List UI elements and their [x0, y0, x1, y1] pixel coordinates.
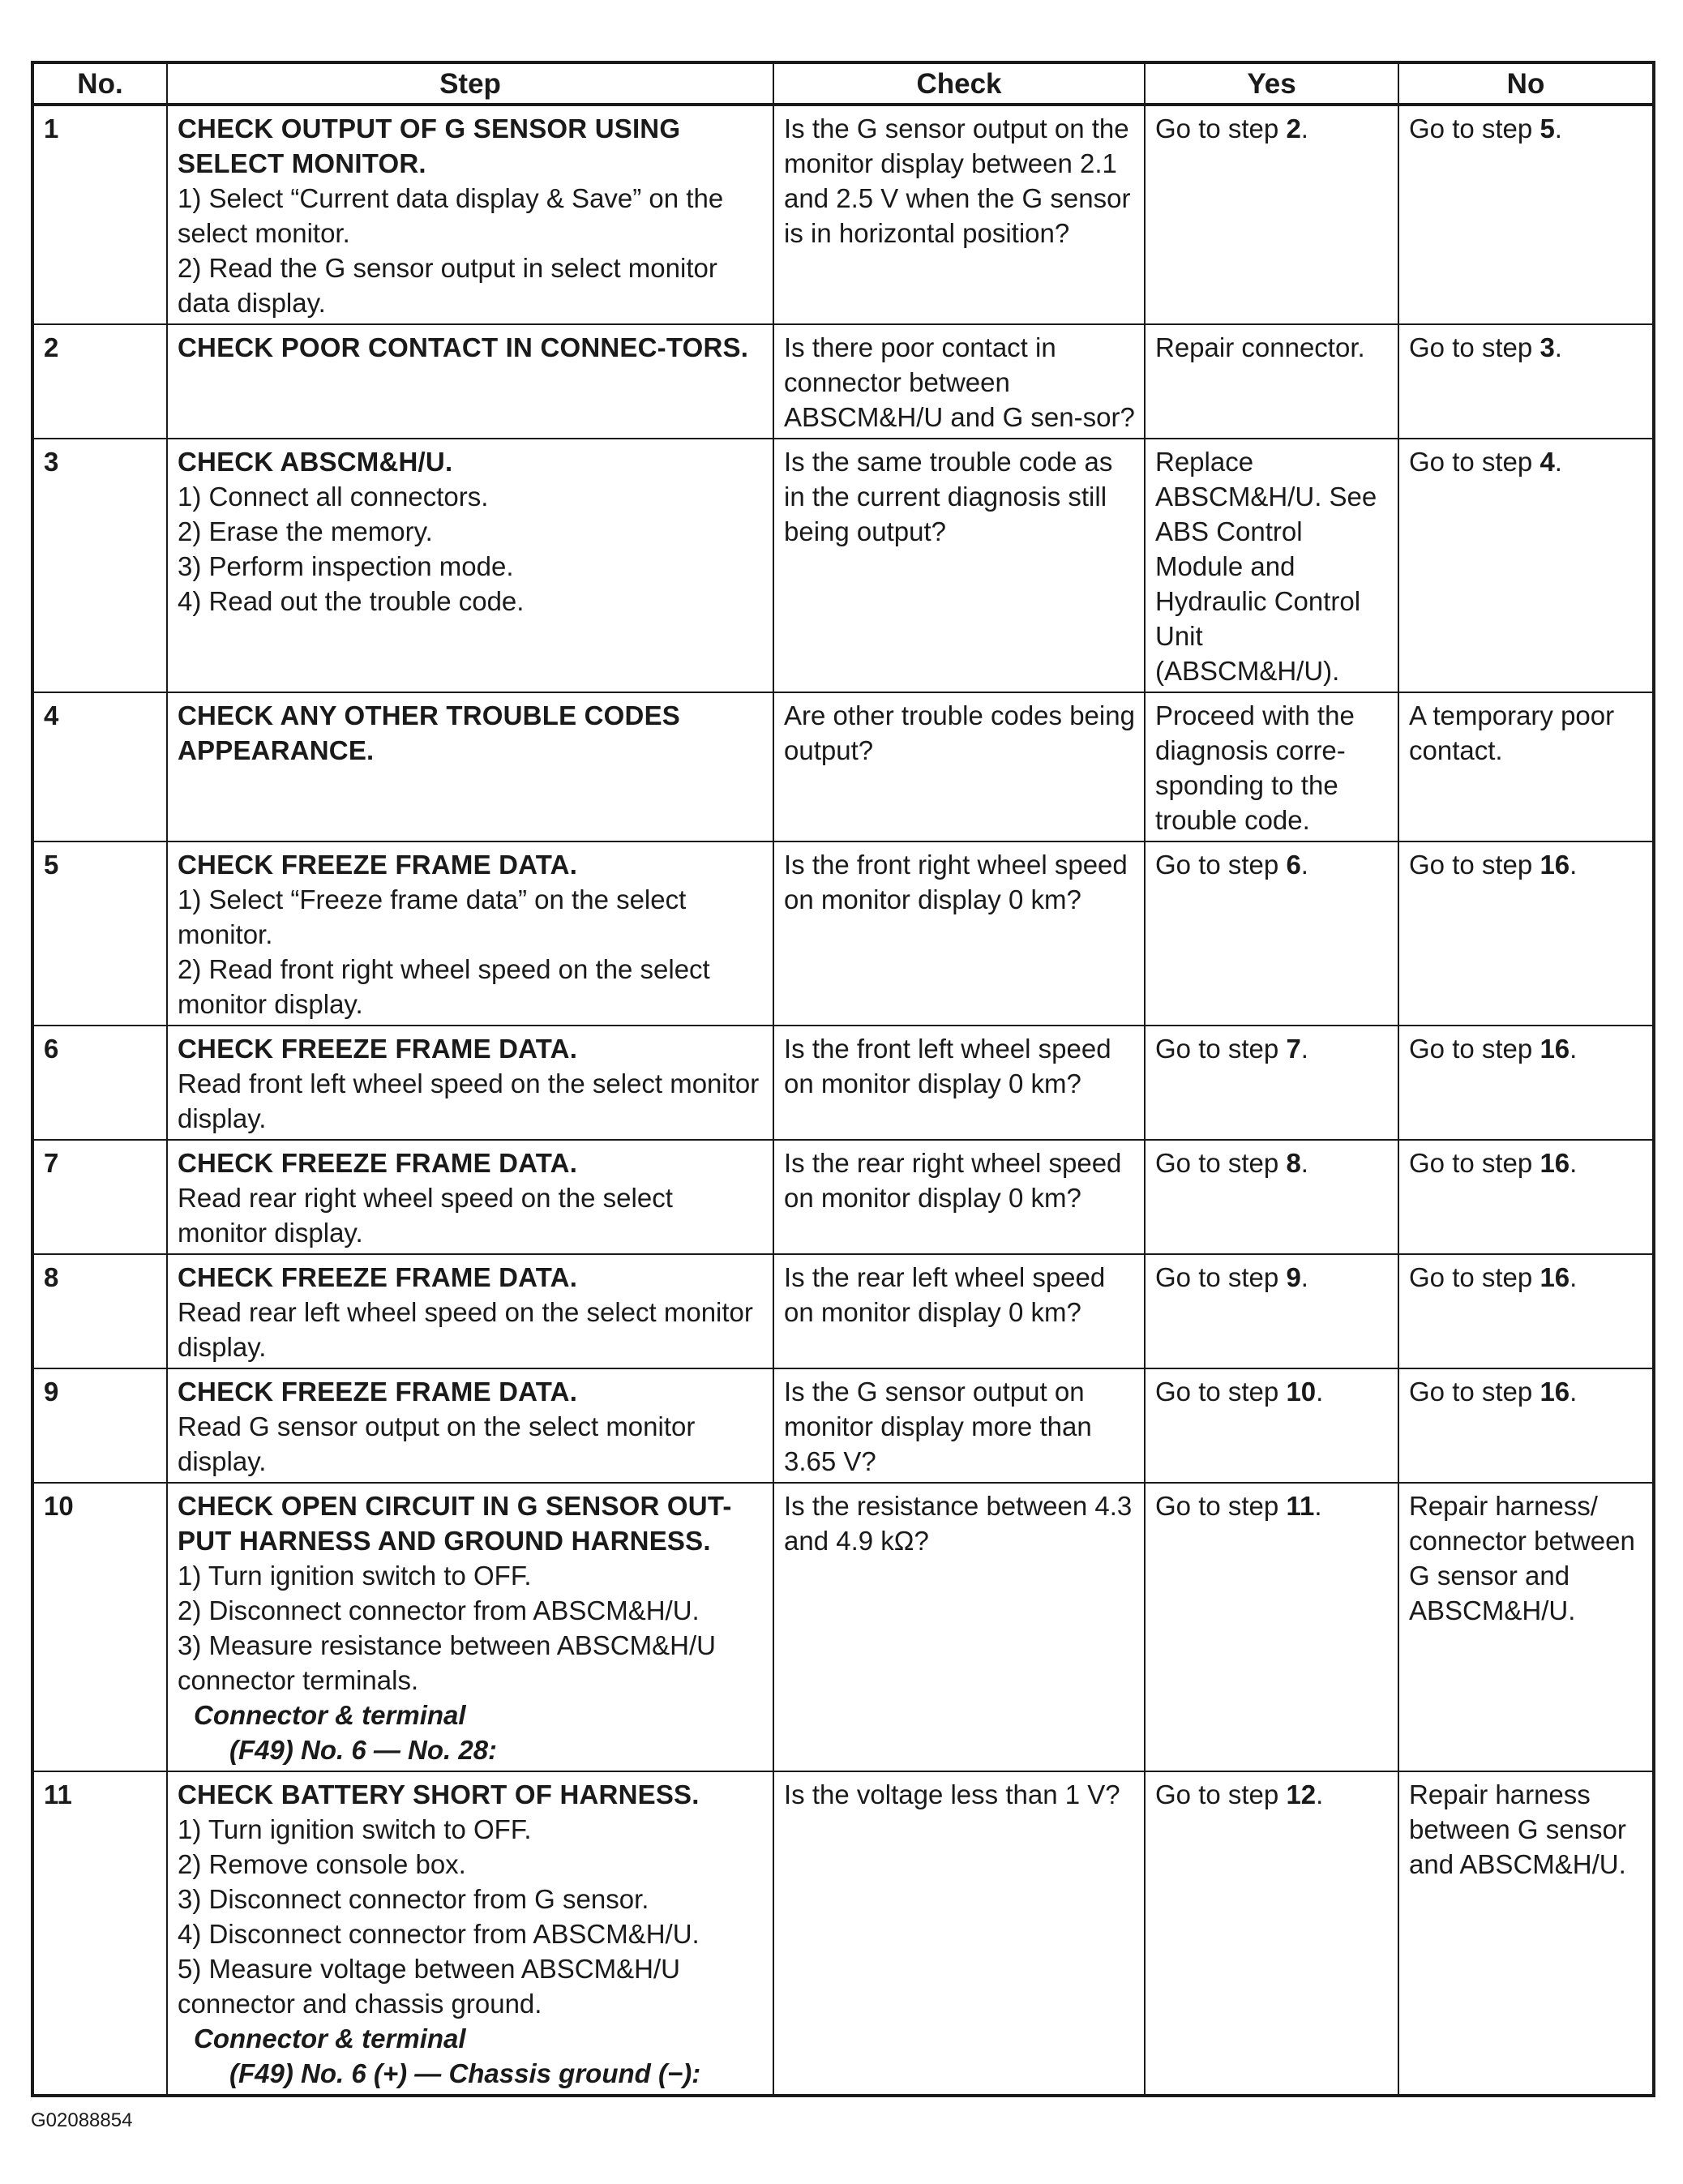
- connector-terminal-value: (F49) No. 6 — No. 28:: [229, 1735, 498, 1765]
- step-title: CHECK ABSCM&H/U.: [178, 447, 453, 477]
- check-cell: Is the rear left wheel speed on monitor display 0 km?: [773, 1254, 1145, 1368]
- no-text-end: .: [1570, 1262, 1578, 1292]
- check-cell: Is the voltage less than 1 V?: [773, 1771, 1145, 2096]
- no-text: Go to step: [1409, 850, 1540, 880]
- table-body: [32, 105, 1654, 2096]
- yes-step-number: 10: [1286, 1377, 1317, 1407]
- no-text: Repair harness between G sensor and ABSCM&H/U.: [1409, 1779, 1626, 1879]
- yes-step-number: 7: [1286, 1034, 1301, 1064]
- header-yes: Yes: [1145, 62, 1398, 105]
- step-cell: [167, 439, 773, 692]
- yes-text: Go to step: [1155, 1779, 1287, 1809]
- step-number-cell: 11: [32, 1771, 167, 2096]
- table-row: [32, 105, 1654, 324]
- connector-terminal-label: Connector & terminal: [194, 2023, 466, 2053]
- yes-text-end: .: [1316, 1779, 1324, 1809]
- check-cell: Is the front left wheel speed on monitor display 0 km?: [773, 1026, 1145, 1140]
- step-number-cell: 1: [32, 105, 167, 324]
- yes-step-number: 9: [1286, 1262, 1301, 1292]
- step-instruction: 4) Read out the trouble code.: [178, 586, 525, 616]
- step-instruction: 1) Turn ignition switch to OFF.: [178, 1814, 532, 1844]
- step-title: CHECK POOR CONTACT IN CONNEC-TORS.: [178, 332, 749, 362]
- diagnostic-procedure-document: [31, 61, 1652, 2097]
- step-title: CHECK FREEZE FRAME DATA.: [178, 1034, 578, 1064]
- no-cell: [1398, 841, 1654, 1026]
- step-cell: [167, 1368, 773, 1483]
- step-number-cell: 2: [32, 324, 167, 439]
- yes-text: Go to step: [1155, 850, 1287, 880]
- step-cell: [167, 1140, 773, 1254]
- step-title: CHECK FREEZE FRAME DATA.: [178, 850, 578, 880]
- step-cell: [167, 1026, 773, 1140]
- step-title: CHECK BATTERY SHORT OF HARNESS.: [178, 1779, 700, 1809]
- no-cell: [1398, 439, 1654, 692]
- step-instruction: 2) Read front right wheel speed on the select monitor display.: [178, 954, 710, 1019]
- yes-cell: [1145, 1368, 1398, 1483]
- no-cell: [1398, 1140, 1654, 1254]
- step-instruction: 2) Remove console box.: [178, 1849, 466, 1879]
- step-instruction: 1) Select “Current data display & Save” on the select monitor.: [178, 183, 724, 248]
- no-step-number: 16: [1540, 1377, 1570, 1407]
- yes-step-number: 12: [1286, 1779, 1317, 1809]
- yes-step-number: 6: [1286, 850, 1301, 880]
- check-cell: Are other trouble codes being output?: [773, 692, 1145, 841]
- header-step: Step: [167, 62, 773, 105]
- no-text-end: .: [1554, 447, 1562, 477]
- yes-text-end: .: [1300, 1262, 1308, 1292]
- step-cell: [167, 1483, 773, 1771]
- step-instruction: Read front left wheel speed on the select monitor display.: [178, 1068, 760, 1133]
- table-row: [32, 439, 1654, 692]
- yes-cell: [1145, 1026, 1398, 1140]
- step-instruction: 2) Disconnect connector from ABSCM&H/U.: [178, 1595, 700, 1625]
- step-number-cell: 5: [32, 841, 167, 1026]
- step-number-cell: 9: [32, 1368, 167, 1483]
- table-row: [32, 1254, 1654, 1368]
- no-cell: [1398, 1026, 1654, 1140]
- step-cell: [167, 841, 773, 1026]
- step-instruction: 1) Select “Freeze frame data” on the select monitor.: [178, 884, 687, 949]
- no-text: Go to step: [1409, 447, 1540, 477]
- step-cell: [167, 1771, 773, 2096]
- table-row: [32, 1026, 1654, 1140]
- no-cell: [1398, 1254, 1654, 1368]
- no-cell: [1398, 1368, 1654, 1483]
- yes-cell: [1145, 1483, 1398, 1771]
- yes-text-end: .: [1300, 850, 1308, 880]
- no-step-number: 4: [1540, 447, 1555, 477]
- yes-cell: [1145, 1254, 1398, 1368]
- step-number-cell: 8: [32, 1254, 167, 1368]
- step-instruction: Read G sensor output on the select monitor display.: [178, 1411, 696, 1476]
- step-instruction: 1) Connect all connectors.: [178, 482, 489, 512]
- step-title: CHECK OUTPUT OF G SENSOR USING SELECT MONITOR.: [178, 113, 681, 178]
- no-text-end: .: [1554, 332, 1562, 362]
- step-number-cell: 3: [32, 439, 167, 692]
- table-row: [32, 324, 1654, 439]
- step-instruction: 4) Disconnect connector from ABSCM&H/U.: [178, 1919, 700, 1949]
- header-check: Check: [773, 62, 1145, 105]
- no-text: Go to step: [1409, 1148, 1540, 1178]
- no-text-end: .: [1570, 1034, 1578, 1064]
- no-step-number: 16: [1540, 850, 1570, 880]
- yes-text-end: .: [1316, 1377, 1324, 1407]
- connector-terminal-label: Connector & terminal: [194, 1700, 466, 1730]
- step-instruction: 2) Erase the memory.: [178, 516, 433, 546]
- table-header-row: [32, 62, 1654, 105]
- figure-id: G02088854: [31, 2109, 133, 2131]
- step-title: CHECK FREEZE FRAME DATA.: [178, 1148, 578, 1178]
- table-row: [32, 1140, 1654, 1254]
- yes-text-end: .: [1314, 1491, 1322, 1521]
- no-text: Go to step: [1409, 1262, 1540, 1292]
- no-cell: [1398, 105, 1654, 324]
- yes-text: Go to step: [1155, 1491, 1287, 1521]
- yes-text-end: .: [1300, 113, 1308, 143]
- step-instruction: 3) Perform inspection mode.: [178, 551, 514, 581]
- step-cell: [167, 105, 773, 324]
- yes-text: Proceed with the diagnosis corre-sponding to the trouble code.: [1155, 700, 1355, 835]
- no-step-number: 16: [1540, 1148, 1570, 1178]
- step-cell: [167, 324, 773, 439]
- no-step-number: 5: [1540, 113, 1555, 143]
- check-cell: Is there poor contact in connector between ABSCM&H/U and G sen-sor?: [773, 324, 1145, 439]
- step-instruction: 2) Read the G sensor output in select monitor data display.: [178, 253, 717, 318]
- no-step-number: 16: [1540, 1034, 1570, 1064]
- no-text-end: .: [1570, 1377, 1578, 1407]
- step-instruction: 5) Measure voltage between ABSCM&H/U connector and chassis ground.: [178, 1954, 680, 2019]
- no-step-number: 3: [1540, 332, 1555, 362]
- step-instruction: 1) Turn ignition switch to OFF.: [178, 1561, 532, 1591]
- check-cell: Is the resistance between 4.3 and 4.9 kΩ?: [773, 1483, 1145, 1771]
- no-cell: [1398, 1483, 1654, 1771]
- header-no: No.: [32, 62, 167, 105]
- diagnostic-table: [31, 61, 1655, 2097]
- step-number-cell: 7: [32, 1140, 167, 1254]
- table-row: [32, 841, 1654, 1026]
- yes-text: Repair connector.: [1155, 332, 1365, 362]
- yes-cell: [1145, 692, 1398, 841]
- header-no-result: No: [1398, 62, 1654, 105]
- no-text: A temporary poor contact.: [1409, 700, 1615, 765]
- step-title: CHECK OPEN CIRCUIT IN G SENSOR OUT-PUT HARNESS AND GROUND HARNESS.: [178, 1491, 732, 1556]
- yes-text: Go to step: [1155, 1034, 1287, 1064]
- yes-step-number: 8: [1286, 1148, 1301, 1178]
- table-row: [32, 692, 1654, 841]
- step-title: CHECK ANY OTHER TROUBLE CODES APPEARANCE.: [178, 700, 681, 765]
- yes-cell: [1145, 1140, 1398, 1254]
- yes-text: Go to step: [1155, 1262, 1287, 1292]
- step-number-cell: 10: [32, 1483, 167, 1771]
- no-cell: [1398, 1771, 1654, 2096]
- yes-text: Go to step: [1155, 1377, 1287, 1407]
- yes-cell: [1145, 1771, 1398, 2096]
- no-cell: [1398, 324, 1654, 439]
- yes-cell: [1145, 841, 1398, 1026]
- yes-text-end: .: [1300, 1034, 1308, 1064]
- yes-text: Go to step: [1155, 1148, 1287, 1178]
- no-text-end: .: [1570, 1148, 1578, 1178]
- step-instruction: 3) Measure resistance between ABSCM&H/U connector terminals.: [178, 1630, 716, 1695]
- yes-step-number: 11: [1286, 1491, 1315, 1521]
- yes-cell: [1145, 105, 1398, 324]
- no-text: Go to step: [1409, 113, 1540, 143]
- check-cell: Is the G sensor output on the monitor display between 2.1 and 2.5 V when the G sensor is in horizontal position?: [773, 105, 1145, 324]
- no-step-number: 16: [1540, 1262, 1570, 1292]
- no-text: Go to step: [1409, 1377, 1540, 1407]
- no-text-end: .: [1570, 850, 1578, 880]
- step-instruction: 3) Disconnect connector from G sensor.: [178, 1884, 649, 1914]
- step-title: CHECK FREEZE FRAME DATA.: [178, 1262, 578, 1292]
- check-cell: Is the rear right wheel speed on monitor display 0 km?: [773, 1140, 1145, 1254]
- yes-step-number: 2: [1286, 113, 1301, 143]
- table-row: [32, 1368, 1654, 1483]
- yes-text-end: .: [1300, 1148, 1308, 1178]
- connector-terminal-value: (F49) No. 6 (+) — Chassis ground (−):: [229, 2058, 701, 2088]
- no-text: Repair harness/ connector between G sensor and ABSCM&H/U.: [1409, 1491, 1635, 1625]
- step-number-cell: 6: [32, 1026, 167, 1140]
- yes-text: Go to step: [1155, 113, 1287, 143]
- step-instruction: Read rear right wheel speed on the select monitor display.: [178, 1183, 673, 1248]
- yes-cell: [1145, 439, 1398, 692]
- step-cell: [167, 1254, 773, 1368]
- yes-cell: [1145, 324, 1398, 439]
- step-cell: [167, 692, 773, 841]
- no-text: Go to step: [1409, 1034, 1540, 1064]
- table-row: [32, 1483, 1654, 1771]
- check-cell: Is the G sensor output on monitor display more than 3.65 V?: [773, 1368, 1145, 1483]
- check-cell: Is the front right wheel speed on monitor display 0 km?: [773, 841, 1145, 1026]
- step-instruction: Read rear left wheel speed on the select monitor display.: [178, 1297, 753, 1362]
- no-text-end: .: [1554, 113, 1562, 143]
- no-cell: [1398, 692, 1654, 841]
- step-title: CHECK FREEZE FRAME DATA.: [178, 1377, 578, 1407]
- yes-text: Replace ABSCM&H/U. See ABS Control Module and Hydraulic Control Unit (ABSCM&H/U).: [1155, 447, 1377, 686]
- no-text: Go to step: [1409, 332, 1540, 362]
- check-cell: Is the same trouble code as in the current diagnosis still being output?: [773, 439, 1145, 692]
- table-row: [32, 1771, 1654, 2096]
- step-number-cell: 4: [32, 692, 167, 841]
